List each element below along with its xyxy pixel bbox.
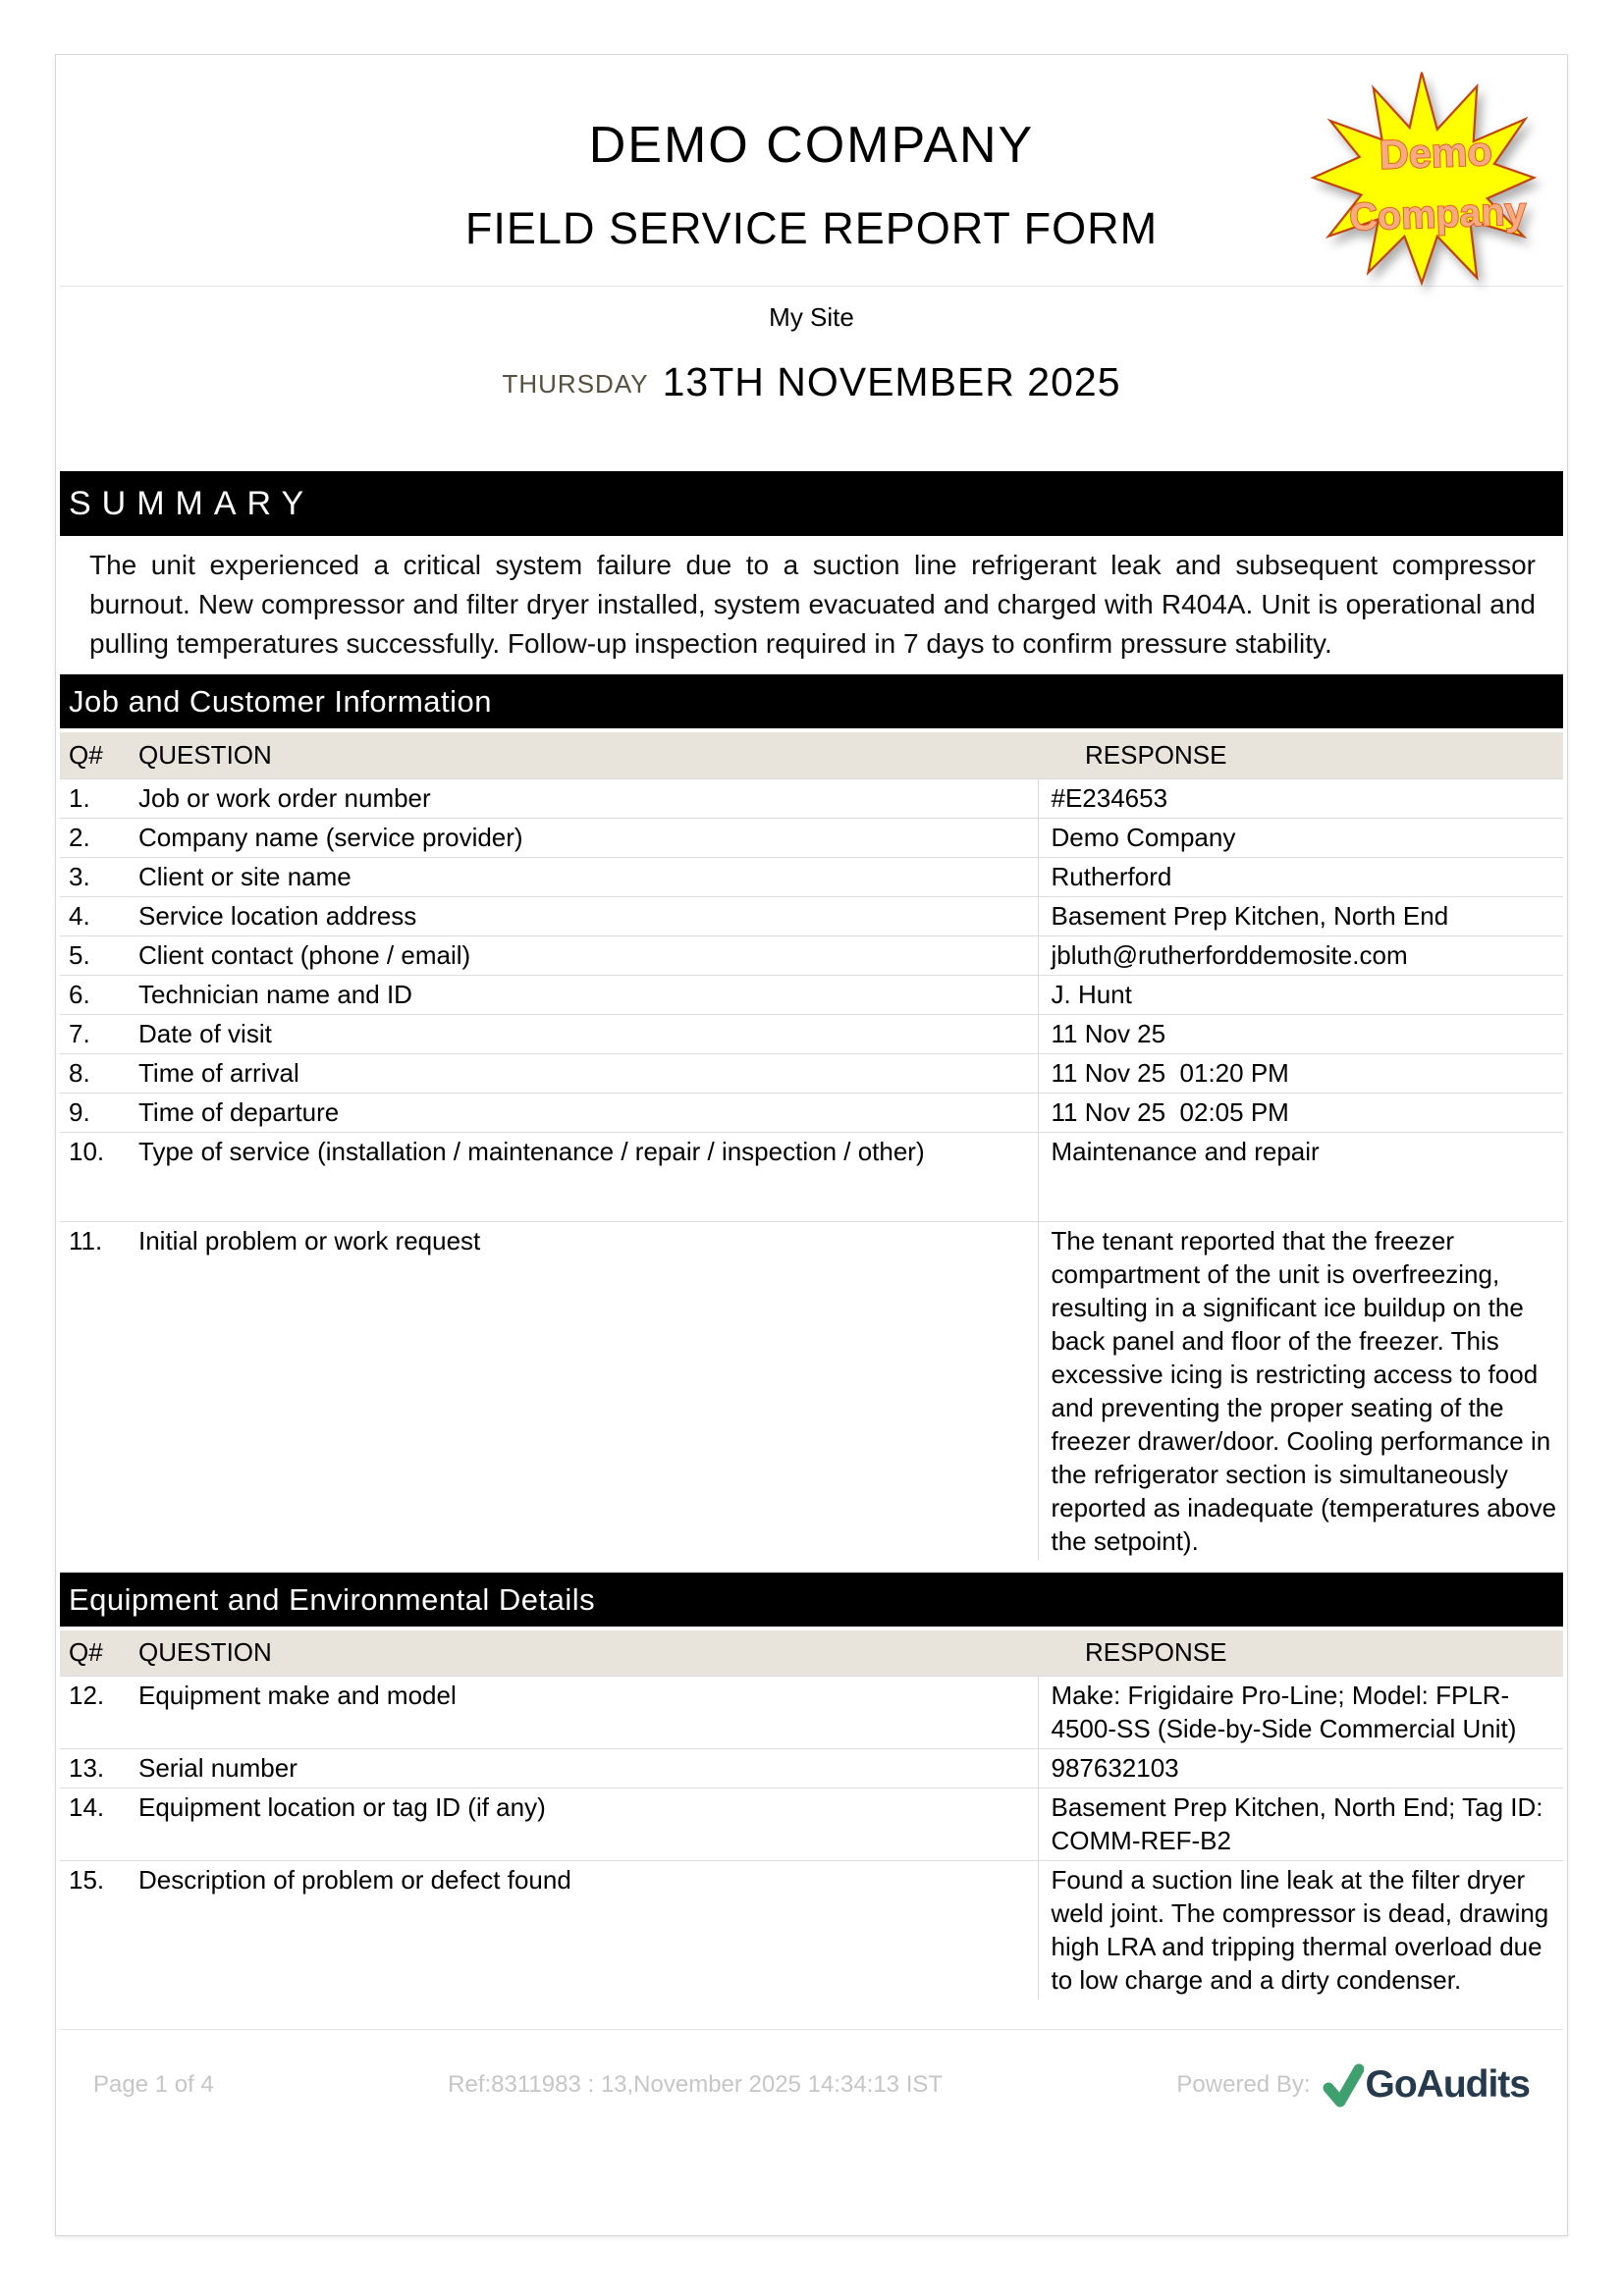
- job-table: [60, 732, 1563, 1561]
- question-text: Technician name and ID: [138, 975, 1038, 1014]
- question-number: 5.: [60, 935, 138, 975]
- table-row: [60, 818, 1563, 857]
- table-row: [60, 1677, 1563, 1749]
- table-row: [60, 975, 1563, 1014]
- table-row: [60, 1749, 1563, 1789]
- question-number: 13.: [60, 1749, 138, 1789]
- table-row: [60, 1789, 1563, 1861]
- question-number: 9.: [60, 1093, 138, 1132]
- visit-date: [60, 358, 1563, 415]
- question-number: 8.: [60, 1053, 138, 1093]
- table-row: [60, 1053, 1563, 1093]
- column-header-question: QUESTION: [138, 1630, 1038, 1677]
- question-text: Equipment make and model: [138, 1677, 1038, 1749]
- table-header-row: [60, 732, 1563, 778]
- response-text: jbluth@rutherforddemosite.com: [1038, 935, 1563, 975]
- question-text: Serial number: [138, 1749, 1038, 1789]
- powered-by-label: Powered By:: [1176, 2070, 1311, 2098]
- response-text: Make: Frigidaire Pro-Line; Model: FPLR-4500-SS (Side-by-Side Commercial Unit): [1038, 1677, 1563, 1749]
- question-text: Company name (service provider): [138, 818, 1038, 857]
- page-footer: [60, 2029, 1563, 2113]
- equipment-table: [60, 1630, 1563, 2001]
- response-text: 11 Nov 25 02:05 PM: [1038, 1093, 1563, 1132]
- question-text: Type of service (installation / maintenance / repair / inspection / other): [138, 1132, 1038, 1221]
- question-number: 1.: [60, 778, 138, 818]
- report-header: [60, 55, 1563, 287]
- table-row: [60, 1861, 1563, 2001]
- question-number: 12.: [60, 1677, 138, 1749]
- response-text: 11 Nov 25 01:20 PM: [1038, 1053, 1563, 1093]
- logo-text-line1: Demo: [1379, 128, 1493, 178]
- response-text: 987632103: [1038, 1749, 1563, 1789]
- column-header-qnum: Q#: [60, 1630, 138, 1677]
- response-text: J. Hunt: [1038, 975, 1563, 1014]
- question-number: 15.: [60, 1861, 138, 2001]
- report-page: [55, 54, 1568, 2236]
- table-row: [60, 1014, 1563, 1053]
- question-number: 7.: [60, 1014, 138, 1053]
- site-block: [60, 287, 1563, 471]
- table-row: [60, 778, 1563, 818]
- column-header-question: QUESTION: [138, 732, 1038, 778]
- response-text: Rutherford: [1038, 857, 1563, 896]
- response-text: Found a suction line leak at the filter dryer weld joint. The compressor is dead, drawing high LRA and tripping thermal overload due to low charge and a dirty condenser.: [1038, 1861, 1563, 2001]
- question-number: 11.: [60, 1221, 138, 1561]
- question-number: 14.: [60, 1789, 138, 1861]
- starburst-icon: [1308, 67, 1536, 289]
- question-text: Job or work order number: [138, 778, 1038, 818]
- response-text: Demo Company: [1038, 818, 1563, 857]
- powered-by: [1176, 2061, 1530, 2109]
- question-text: Description of problem or defect found: [138, 1861, 1038, 2001]
- table-row: [60, 935, 1563, 975]
- question-number: 3.: [60, 857, 138, 896]
- question-text: Time of departure: [138, 1093, 1038, 1132]
- question-text: Initial problem or work request: [138, 1221, 1038, 1561]
- form-title: FIELD SERVICE REPORT FORM: [464, 203, 1159, 253]
- table-row: [60, 857, 1563, 896]
- question-text: Client contact (phone / email): [138, 935, 1038, 975]
- question-number: 4.: [60, 896, 138, 935]
- response-text: #E234653: [1038, 778, 1563, 818]
- summary-text: The unit experienced a critical system failure due to a suction line refrigerant leak and subsequent compressor burnout. New compressor and filter dryer installed, system evacuated and charged with R404A. Unit is operational and pulling temperatures successfully. Follow-up inspection required in 7 days to confirm pressure stability.: [89, 550, 1536, 659]
- table-row: [60, 1132, 1563, 1221]
- visit-weekday: THURSDAY: [502, 369, 649, 399]
- table-row: [60, 1221, 1563, 1561]
- job-section-bar: Job and Customer Information: [60, 674, 1563, 728]
- visit-date-full: 13TH NOVEMBER 2025: [662, 359, 1121, 404]
- logo-text-line2: Company: [1348, 189, 1528, 240]
- page-number: Page 1 of 4: [93, 2070, 214, 2098]
- question-text: Time of arrival: [138, 1053, 1038, 1093]
- table-header-row: [60, 1630, 1563, 1677]
- report-ref: Ref:8311983 : 13,November 2025 14:34:13 IST: [448, 2070, 944, 2098]
- goaudits-wordmark: GoAudits: [1365, 2062, 1530, 2106]
- response-text: Basement Prep Kitchen, North End: [1038, 896, 1563, 935]
- question-text: Service location address: [138, 896, 1038, 935]
- table-row: [60, 896, 1563, 935]
- response-text: Maintenance and repair: [1038, 1132, 1563, 1221]
- question-number: 6.: [60, 975, 138, 1014]
- response-text: 11 Nov 25: [1038, 1014, 1563, 1053]
- equipment-section-bar: Equipment and Environmental Details: [60, 1573, 1563, 1627]
- table-row: [60, 1093, 1563, 1132]
- question-number: 2.: [60, 818, 138, 857]
- site-name: My Site: [769, 302, 854, 332]
- column-header-response: RESPONSE: [1038, 732, 1563, 778]
- question-text: Equipment location or tag ID (if any): [138, 1789, 1038, 1861]
- question-text: Client or site name: [138, 857, 1038, 896]
- question-number: 10.: [60, 1132, 138, 1221]
- goaudits-check-icon: [1323, 2061, 1364, 2109]
- column-header-response: RESPONSE: [1038, 1630, 1563, 1677]
- response-text: Basement Prep Kitchen, North End; Tag ID: COMM-REF-B2: [1038, 1789, 1563, 1861]
- response-text: The tenant reported that the freezer compartment of the unit is overfreezing, resulting in a significant ice buildup on the back panel and floor of the freezer. This excessive icing is restricting access to food and preventing the proper seating of the freezer drawer/door. Cooling performance in the refrigerator section is simultaneously reported as inadequate (temperatures above the setpoint).: [1038, 1221, 1563, 1561]
- column-header-qnum: Q#: [60, 732, 138, 778]
- question-text: Date of visit: [138, 1014, 1038, 1053]
- company-logo: [1308, 67, 1536, 289]
- summary-section-bar: SUMMARY: [60, 471, 1563, 536]
- goaudits-logo: [1323, 2061, 1530, 2109]
- company-title: DEMO COMPANY: [588, 117, 1035, 174]
